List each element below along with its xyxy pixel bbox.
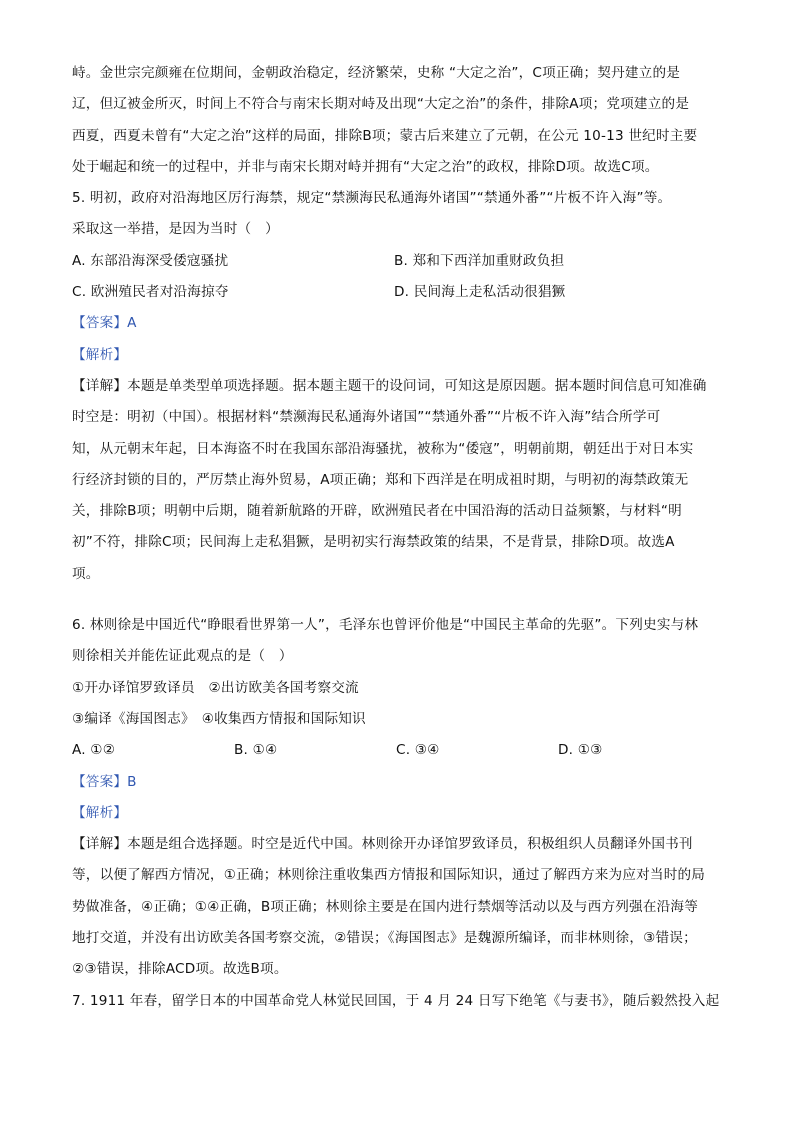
intro-line-2: 辽，但辽被金所灭，时间上不符合与南宋长期对峙及出现“大定之治”的条件，排除A项；党项建立的是 <box>72 96 690 113</box>
q6-option-a: A. ①② <box>72 742 116 759</box>
q6-stem-line-3: ①开办译馆罗致译员 ②出访欧美各国考察交流 <box>72 679 359 696</box>
q5-detail-line-4: 行经济封锁的目的，严厉禁止海外贸易，A项正确；郑和下西洋是在明成祖时期，与明初的海禁政策无 <box>72 471 689 488</box>
q5-analysis-label: 【解析】 <box>72 346 128 363</box>
q5-option-b: B. 郑和下西洋加重财政负担 <box>394 252 565 269</box>
q5-option-d: D. 民间海上走私活动很猖獗 <box>394 284 566 301</box>
document-page <box>72 58 722 1017</box>
intro-line-3: 西夏，西夏未曾有“大定之治”这样的局面，排除B项；蒙古后来建立了元朝，在公元 10-13 世纪时主要 <box>72 127 698 144</box>
q6-detail-line-2: 等，以便了解西方情况，①正确；林则徐注重收集西方情报和国际知识，通过了解西方来为应对当时的局 <box>72 867 706 884</box>
q5-detail-line-7: 项。 <box>72 565 100 582</box>
q6-detail-line-3: 势做准备，④正确；①④正确，B项正确；林则徐主要是在国内进行禁烟等活动以及与西方列强在沿海等 <box>72 898 699 915</box>
q7-stem-line-1: 7. 1911 年春，留学日本的中国革命党人林觉民回国，于 4 月 24 日写下绝笔《与妻书》，随后毅然投入起 <box>72 992 720 1009</box>
q5-option-c: C. 欧洲殖民者对沿海掠夺 <box>72 284 229 301</box>
intro-line-4: 处于崛起和统一的过程中，并非与南宋长期对峙并拥有“大定之治”的政权，排除D项。故选C项。 <box>72 158 659 175</box>
q6-option-c: C. ③④ <box>396 742 440 759</box>
q5-detail-line-6: 初”不符，排除C项；民间海上走私猖獗，是明初实行海禁政策的结果，不是背景，排除D项。故选A <box>72 534 675 551</box>
q5-options-row-2 <box>72 277 722 308</box>
q6-options-row <box>72 735 722 766</box>
q5-options-row-1 <box>72 246 722 277</box>
q6-answer: 【答案】B <box>72 773 137 790</box>
q5-stem-line-1: 5. 明初，政府对沿海地区厉行海禁，规定“禁濒海民私通海外诸国”“禁通外番”“片板不许入海”等。 <box>72 190 672 207</box>
q6-option-d: D. ①③ <box>558 742 603 759</box>
q6-detail-line-5: ②③错误，排除ACD项。故选B项。 <box>72 961 288 978</box>
q5-detail-line-5: 关，排除B项；明朝中后期，随着新航路的开辟，欧洲殖民者在中国沿海的活动日益频繁，与材料“明 <box>72 503 682 520</box>
intro-line-1: 峙。金世宗完颜雍在位期间，金朝政治稳定，经济繁荣，史称 “大定之治”，C项正确；契丹建立的是 <box>72 65 681 81</box>
q6-option-b: B. ①④ <box>234 742 278 759</box>
q6-stem-line-4: ③编译《海国图志》 ④收集西方情报和国际知识 <box>72 710 366 727</box>
q5-option-a: A. 东部沿海深受倭寇骚扰 <box>72 252 229 269</box>
q5-detail-line-2: 时空是：明初（中国）。根据材料“禁濒海民私通海外诸国”“禁通外番”“片板不许入海”结合所学可 <box>72 409 661 426</box>
q5-answer: 【答案】A <box>72 315 137 332</box>
q5-detail-line-3: 知，从元朝末年起，日本海盗不时在我国东部沿海骚扰，被称为“倭寇”，明朝前期，朝廷出于对日本实 <box>72 440 694 457</box>
q6-detail-line-4: 地打交道，并没有出访欧美各国考察交流，②错误；《海国图志》是魏源所编译，而非林则徐，③错误； <box>72 930 697 947</box>
q5-stem-line-2: 采取这一举措，是因为当时（ ） <box>72 221 279 238</box>
section-spacer <box>72 590 722 610</box>
q6-detail-line-1: 【详解】本题是组合选择题。时空是近代中国。林则徐开办译馆罗致译员，积极组织人员翻译外国书刊 <box>72 836 693 853</box>
q5-detail-line-1: 【详解】本题是单类型单项选择题。据本题主题干的设问词，可知这是原因题。据本题时间信息可知准确 <box>72 377 707 394</box>
q6-analysis-label: 【解析】 <box>72 804 128 821</box>
q6-stem-line-2: 则徐相关并能佐证此观点的是（ ） <box>72 648 293 665</box>
q6-stem-line-1: 6. 林则徐是中国近代“睁眼看世界第一人”，毛泽东也曾评价他是“中国民主革命的先驱”。下列史实与林 <box>72 617 699 634</box>
